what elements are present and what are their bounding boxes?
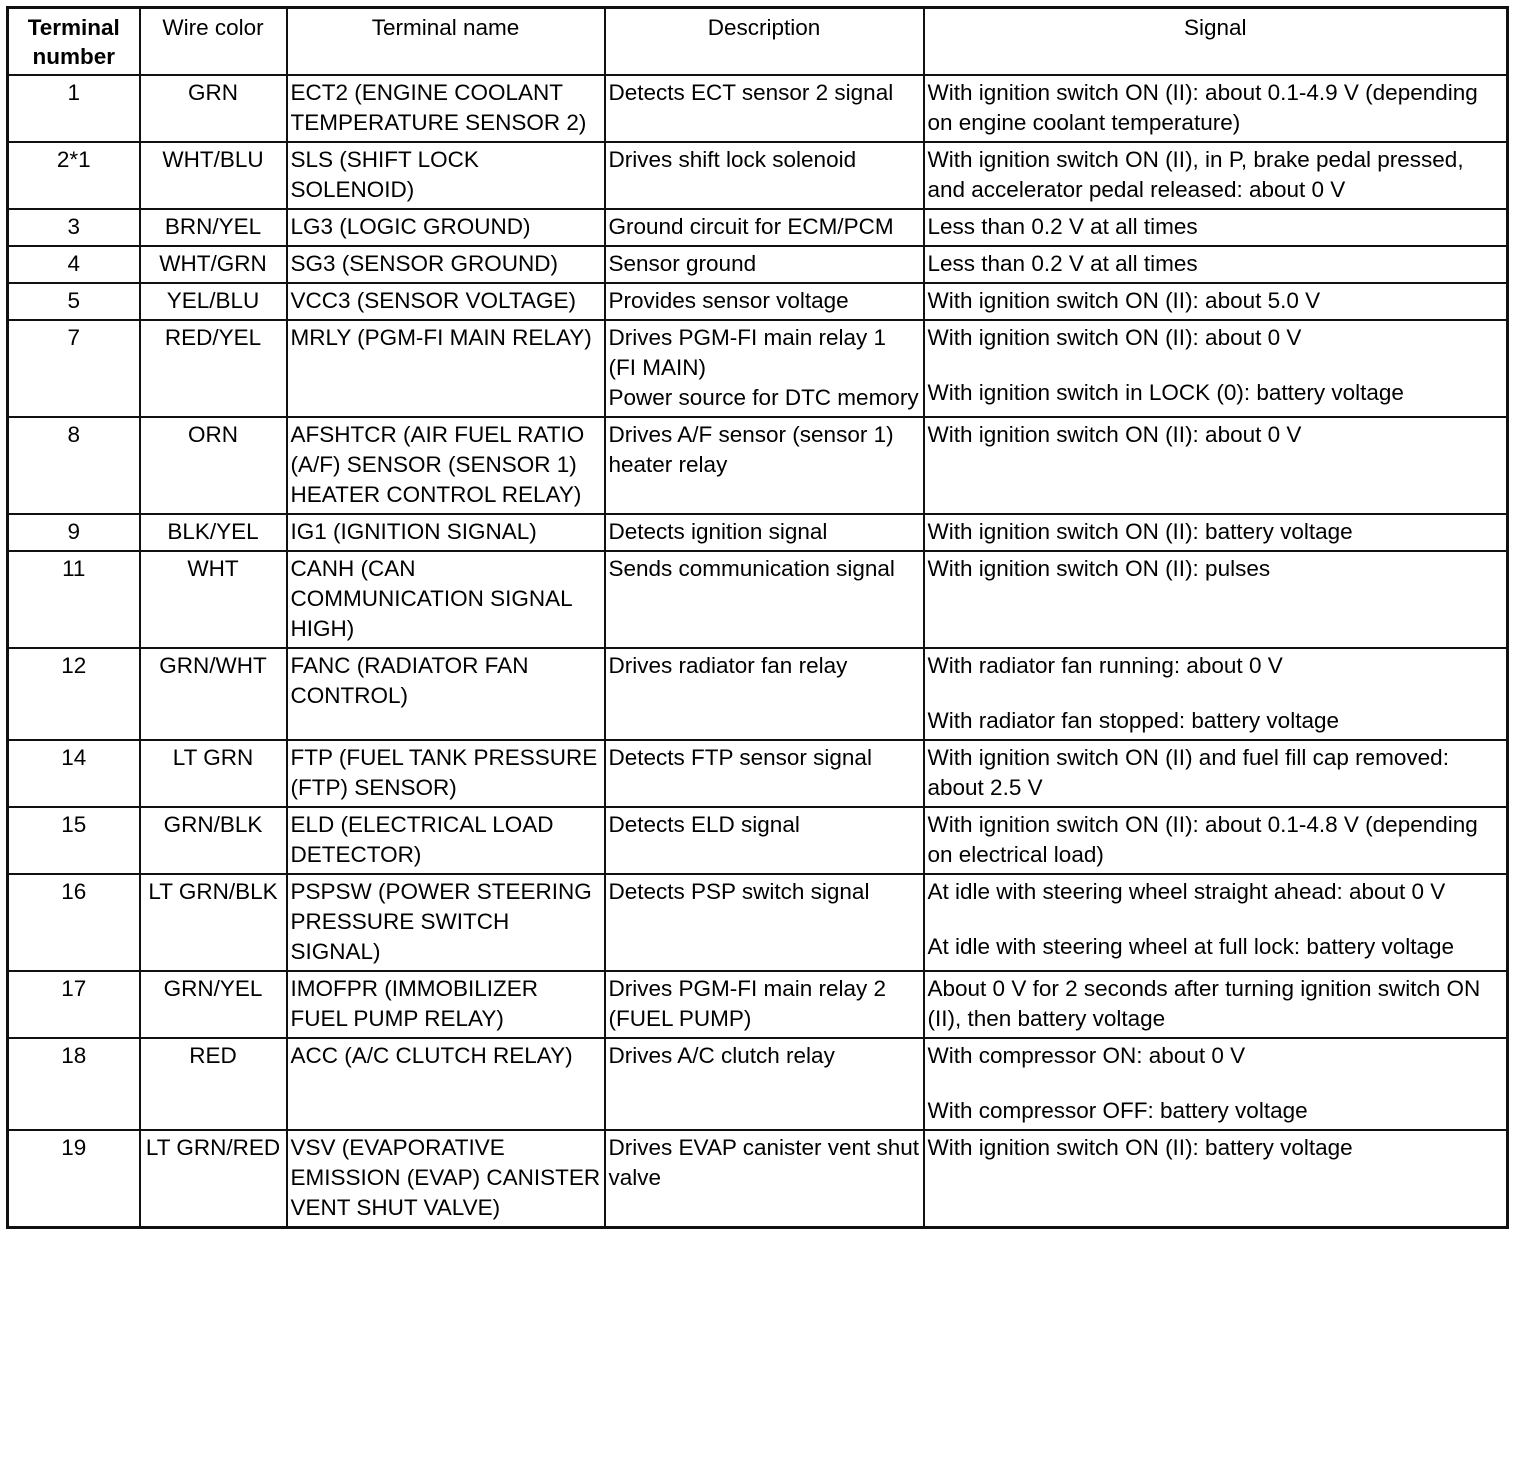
table-row bbox=[8, 971, 1508, 1038]
wire-color-cell: GRN/YEL bbox=[140, 971, 287, 1038]
description-cell: Detects ECT sensor 2 signal bbox=[605, 75, 924, 142]
signal-line: With ignition switch ON (II): about 0 V bbox=[927, 422, 1302, 447]
table-header-row bbox=[8, 8, 1508, 76]
terminal-name-cell: AFSHTCR (AIR FUEL RATIO (A/F) SENSOR (SENSOR 1) HEATER CONTROL RELAY) bbox=[287, 417, 605, 514]
signal-line: At idle with steering wheel straight ahead: about 0 V bbox=[927, 879, 1446, 904]
signal-cell bbox=[924, 874, 1508, 971]
wire-color-cell: RED/YEL bbox=[140, 320, 287, 417]
description-cell: Sends communication signal bbox=[605, 551, 924, 648]
signal-cell bbox=[924, 246, 1508, 283]
terminal-number-cell: 4 bbox=[8, 246, 140, 283]
signal-cell bbox=[924, 971, 1508, 1038]
signal-line: Less than 0.2 V at all times bbox=[927, 214, 1198, 239]
wire-color-cell: WHT bbox=[140, 551, 287, 648]
description-cell: Drives shift lock solenoid bbox=[605, 142, 924, 209]
terminal-name-cell: VCC3 (SENSOR VOLTAGE) bbox=[287, 283, 605, 320]
description-cell: Drives PGM-FI main relay 1 (FI MAIN) Power source for DTC memory bbox=[605, 320, 924, 417]
signal-line: With ignition switch ON (II): battery voltage bbox=[927, 519, 1353, 544]
terminal-name-cell: PSPSW (POWER STEERING PRESSURE SWITCH SIGNAL) bbox=[287, 874, 605, 971]
description-cell: Provides sensor voltage bbox=[605, 283, 924, 320]
description-cell: Drives EVAP canister vent shut valve bbox=[605, 1130, 924, 1228]
description-cell: Drives radiator fan relay bbox=[605, 648, 924, 740]
terminal-name-cell: SLS (SHIFT LOCK SOLENOID) bbox=[287, 142, 605, 209]
table-row bbox=[8, 874, 1508, 971]
header-description: Description bbox=[605, 8, 924, 76]
table-row bbox=[8, 1038, 1508, 1130]
table-row bbox=[8, 75, 1508, 142]
description-cell: Drives A/F sensor (sensor 1) heater relay bbox=[605, 417, 924, 514]
wire-color-cell: BLK/YEL bbox=[140, 514, 287, 551]
terminal-number-cell: 12 bbox=[8, 648, 140, 740]
table-row bbox=[8, 807, 1508, 874]
signal-line: With ignition switch ON (II): about 0.1-4.8 V (depending on electrical load) bbox=[927, 812, 1478, 867]
signal-cell bbox=[924, 1038, 1508, 1130]
table-row bbox=[8, 551, 1508, 648]
description-cell: Detects FTP sensor signal bbox=[605, 740, 924, 807]
signal-line: With ignition switch ON (II): about 5.0 V bbox=[927, 288, 1321, 313]
signal-cell bbox=[924, 1130, 1508, 1228]
signal-line: With radiator fan stopped: battery voltage bbox=[927, 708, 1339, 733]
wire-color-cell: GRN bbox=[140, 75, 287, 142]
terminal-number-cell: 15 bbox=[8, 807, 140, 874]
signal-cell bbox=[924, 75, 1508, 142]
description-cell: Sensor ground bbox=[605, 246, 924, 283]
terminal-name-cell: IG1 (IGNITION SIGNAL) bbox=[287, 514, 605, 551]
signal-line: At idle with steering wheel at full lock: battery voltage bbox=[927, 934, 1455, 959]
terminal-name-cell: VSV (EVAPORATIVE EMISSION (EVAP) CANISTER VENT SHUT VALVE) bbox=[287, 1130, 605, 1228]
terminal-number-cell: 11 bbox=[8, 551, 140, 648]
terminal-number-cell: 16 bbox=[8, 874, 140, 971]
terminal-number-cell: 19 bbox=[8, 1130, 140, 1228]
terminal-number-cell: 8 bbox=[8, 417, 140, 514]
terminal-table-sheet bbox=[6, 6, 1506, 1229]
signal-line: With compressor OFF: battery voltage bbox=[927, 1098, 1308, 1123]
signal-cell bbox=[924, 648, 1508, 740]
terminal-number-cell: 18 bbox=[8, 1038, 140, 1130]
signal-cell bbox=[924, 514, 1508, 551]
signal-line: With ignition switch ON (II): about 0.1-4.9 V (depending on engine coolant temperature) bbox=[927, 80, 1478, 135]
wire-color-cell: WHT/GRN bbox=[140, 246, 287, 283]
signal-line: With ignition switch ON (II) and fuel fill cap removed: about 2.5 V bbox=[927, 745, 1449, 800]
signal-cell bbox=[924, 320, 1508, 417]
wire-color-cell: LT GRN/BLK bbox=[140, 874, 287, 971]
signal-cell bbox=[924, 807, 1508, 874]
table-row bbox=[8, 648, 1508, 740]
header-wire-color: Wire color bbox=[140, 8, 287, 76]
signal-cell bbox=[924, 142, 1508, 209]
terminal-number-cell: 17 bbox=[8, 971, 140, 1038]
description-cell: Ground circuit for ECM/PCM bbox=[605, 209, 924, 246]
terminal-number-cell: 3 bbox=[8, 209, 140, 246]
signal-line: About 0 V for 2 seconds after turning ignition switch ON (II), then battery voltage bbox=[927, 976, 1481, 1031]
description-cell: Detects PSP switch signal bbox=[605, 874, 924, 971]
signal-line: Less than 0.2 V at all times bbox=[927, 251, 1198, 276]
wire-color-cell: LT GRN bbox=[140, 740, 287, 807]
terminal-name-cell: MRLY (PGM-FI MAIN RELAY) bbox=[287, 320, 605, 417]
signal-line: With ignition switch ON (II), in P, brake pedal pressed, and accelerator pedal released: about 0 V bbox=[927, 147, 1464, 202]
wire-color-cell: WHT/BLU bbox=[140, 142, 287, 209]
terminal-table bbox=[6, 6, 1509, 1229]
wire-color-cell: GRN/BLK bbox=[140, 807, 287, 874]
signal-line: With ignition switch ON (II): about 0 V bbox=[927, 325, 1302, 350]
wire-color-cell: YEL/BLU bbox=[140, 283, 287, 320]
terminal-name-cell: ECT2 (ENGINE COOLANT TEMPERATURE SENSOR 2) bbox=[287, 75, 605, 142]
signal-cell bbox=[924, 417, 1508, 514]
signal-line: With ignition switch in LOCK (0): battery voltage bbox=[927, 380, 1404, 405]
wire-color-cell: ORN bbox=[140, 417, 287, 514]
terminal-number-cell: 2*1 bbox=[8, 142, 140, 209]
table-row bbox=[8, 740, 1508, 807]
terminal-name-cell: SG3 (SENSOR GROUND) bbox=[287, 246, 605, 283]
wire-color-cell: RED bbox=[140, 1038, 287, 1130]
terminal-number-cell: 14 bbox=[8, 740, 140, 807]
table-body bbox=[8, 75, 1508, 1228]
description-cell: Drives A/C clutch relay bbox=[605, 1038, 924, 1130]
description-cell: Drives PGM-FI main relay 2 (FUEL PUMP) bbox=[605, 971, 924, 1038]
table-row bbox=[8, 246, 1508, 283]
table-row bbox=[8, 514, 1508, 551]
table-row bbox=[8, 283, 1508, 320]
signal-line: With compressor ON: about 0 V bbox=[927, 1043, 1246, 1068]
signal-cell bbox=[924, 283, 1508, 320]
signal-line: With ignition switch ON (II): battery voltage bbox=[927, 1135, 1353, 1160]
header-signal: Signal bbox=[924, 8, 1508, 76]
description-cell: Detects ignition signal bbox=[605, 514, 924, 551]
wire-color-cell: BRN/YEL bbox=[140, 209, 287, 246]
table-row bbox=[8, 1130, 1508, 1228]
terminal-number-cell: 5 bbox=[8, 283, 140, 320]
wire-color-cell: LT GRN/RED bbox=[140, 1130, 287, 1228]
table-row bbox=[8, 142, 1508, 209]
header-terminal-name: Terminal name bbox=[287, 8, 605, 76]
table-row bbox=[8, 209, 1508, 246]
terminal-name-cell: IMOFPR (IMMOBILIZER FUEL PUMP RELAY) bbox=[287, 971, 605, 1038]
terminal-number-cell: 7 bbox=[8, 320, 140, 417]
terminal-name-cell: ACC (A/C CLUTCH RELAY) bbox=[287, 1038, 605, 1130]
terminal-name-cell: ELD (ELECTRICAL LOAD DETECTOR) bbox=[287, 807, 605, 874]
signal-cell bbox=[924, 551, 1508, 648]
terminal-name-cell: CANH (CAN COMMUNICATION SIGNAL HIGH) bbox=[287, 551, 605, 648]
signal-cell bbox=[924, 740, 1508, 807]
header-terminal-number: Terminal number bbox=[8, 8, 140, 76]
table-row bbox=[8, 417, 1508, 514]
wire-color-cell: GRN/WHT bbox=[140, 648, 287, 740]
terminal-name-cell: FTP (FUEL TANK PRESSURE (FTP) SENSOR) bbox=[287, 740, 605, 807]
terminal-number-cell: 1 bbox=[8, 75, 140, 142]
table-row bbox=[8, 320, 1508, 417]
terminal-number-cell: 9 bbox=[8, 514, 140, 551]
description-cell: Detects ELD signal bbox=[605, 807, 924, 874]
terminal-name-cell: FANC (RADIATOR FAN CONTROL) bbox=[287, 648, 605, 740]
terminal-name-cell: LG3 (LOGIC GROUND) bbox=[287, 209, 605, 246]
signal-line: With ignition switch ON (II): pulses bbox=[927, 556, 1271, 581]
signal-cell bbox=[924, 209, 1508, 246]
signal-line: With radiator fan running: about 0 V bbox=[927, 653, 1283, 678]
